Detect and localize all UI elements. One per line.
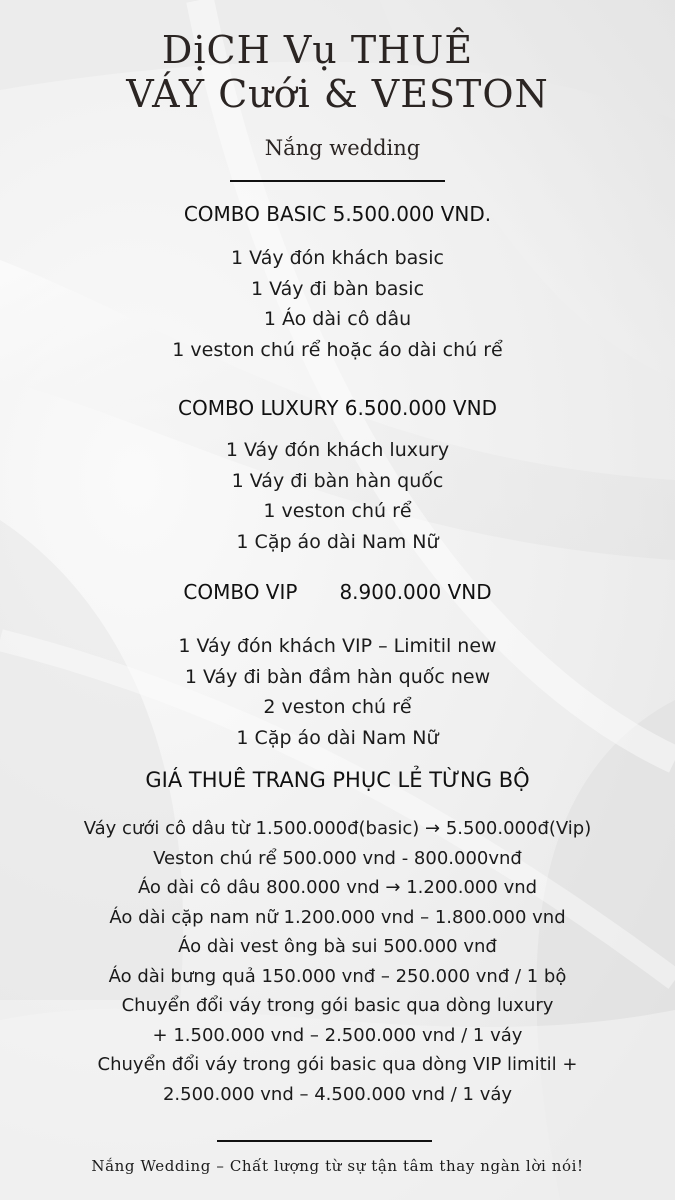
list-item: Veston chú rể 500.000 vnd - 800.000vnđ <box>153 847 522 869</box>
list-item: 2 veston chú rể <box>263 696 412 718</box>
list-item: 1 Váy đi bàn hàn quốc <box>231 469 444 492</box>
list-item: 2.500.000 vnd – 4.500.000 vnd / 1 váy <box>162 1083 513 1105</box>
combo-luxury-heading: COMBO LUXURY 6.500.000 VND <box>178 396 497 420</box>
list-item: 1 Váy đi bàn đầm hàn quốc new <box>184 665 491 688</box>
list-item: Áo dài vest ông bà sui 500.000 vnđ <box>178 936 497 957</box>
list-item: 1 Váy đón khách VIP – Limitil new <box>178 635 497 657</box>
combo-vip-name: COMBO VIP <box>183 580 298 604</box>
list-item: 1 Cặp áo dài Nam Nữ <box>236 530 439 553</box>
single-rental-items <box>0 814 675 1109</box>
list-item: 1 Váy đón khách luxury <box>225 439 450 461</box>
list-item: Chuyển đổi váy trong gói basic qua dòng VIP limitil + <box>97 1054 578 1075</box>
list-item: Áo dài cô dâu 800.000 vnd → 1.200.000 vnd <box>137 877 538 898</box>
list-item: Áo dài cặp nam nữ 1.200.000 vnd – 1.800.000 vnd <box>109 906 566 928</box>
list-item: Áo dài bưng quả 150.000 vnđ – 250.000 vnđ / 1 bộ <box>108 965 567 987</box>
list-item: Váy cưới cô dâu từ 1.500.000đ(basic) → 5.500.000đ(Vip) <box>83 818 592 839</box>
brand-name: Nắng wedding <box>264 136 421 160</box>
footer-divider <box>217 1140 432 1142</box>
single-rental-heading: GIÁ THUÊ TRANG PHỤC LẺ TỪNG BỘ <box>145 768 530 792</box>
list-item: + 1.500.000 vnd – 2.500.000 vnd / 1 váy <box>152 1024 523 1046</box>
combo-vip-items <box>0 631 675 753</box>
list-item: 1 Cặp áo dài Nam Nữ <box>236 726 439 749</box>
combo-basic-heading: COMBO BASIC 5.500.000 VND. <box>183 202 492 226</box>
title-line-2: VÁY Cưới & VESTON <box>126 72 549 116</box>
list-item: Chuyển đổi váy trong gói basic qua dòng luxury <box>121 995 554 1016</box>
combo-vip-price: 8.900.000 VND <box>339 580 492 604</box>
list-item: 1 Váy đi bàn basic <box>250 277 425 300</box>
combo-luxury-items <box>0 435 675 557</box>
header-divider <box>230 180 445 182</box>
combo-vip-heading <box>0 580 675 604</box>
list-item: 1 veston chú rể <box>263 500 412 522</box>
title-line-1: DịCH Vụ THUÊ <box>161 28 474 72</box>
list-item: 1 Váy đón khách basic <box>231 247 444 269</box>
list-item: 1 Áo dài cô dâu <box>263 308 412 330</box>
list-item: 1 veston chú rể hoặc áo dài chú rể <box>172 338 503 361</box>
combo-basic-items <box>0 243 675 365</box>
footer-tagline: Nắng Wedding – Chất lượng từ sự tận tâm thay ngàn lời nói! <box>91 1157 584 1175</box>
